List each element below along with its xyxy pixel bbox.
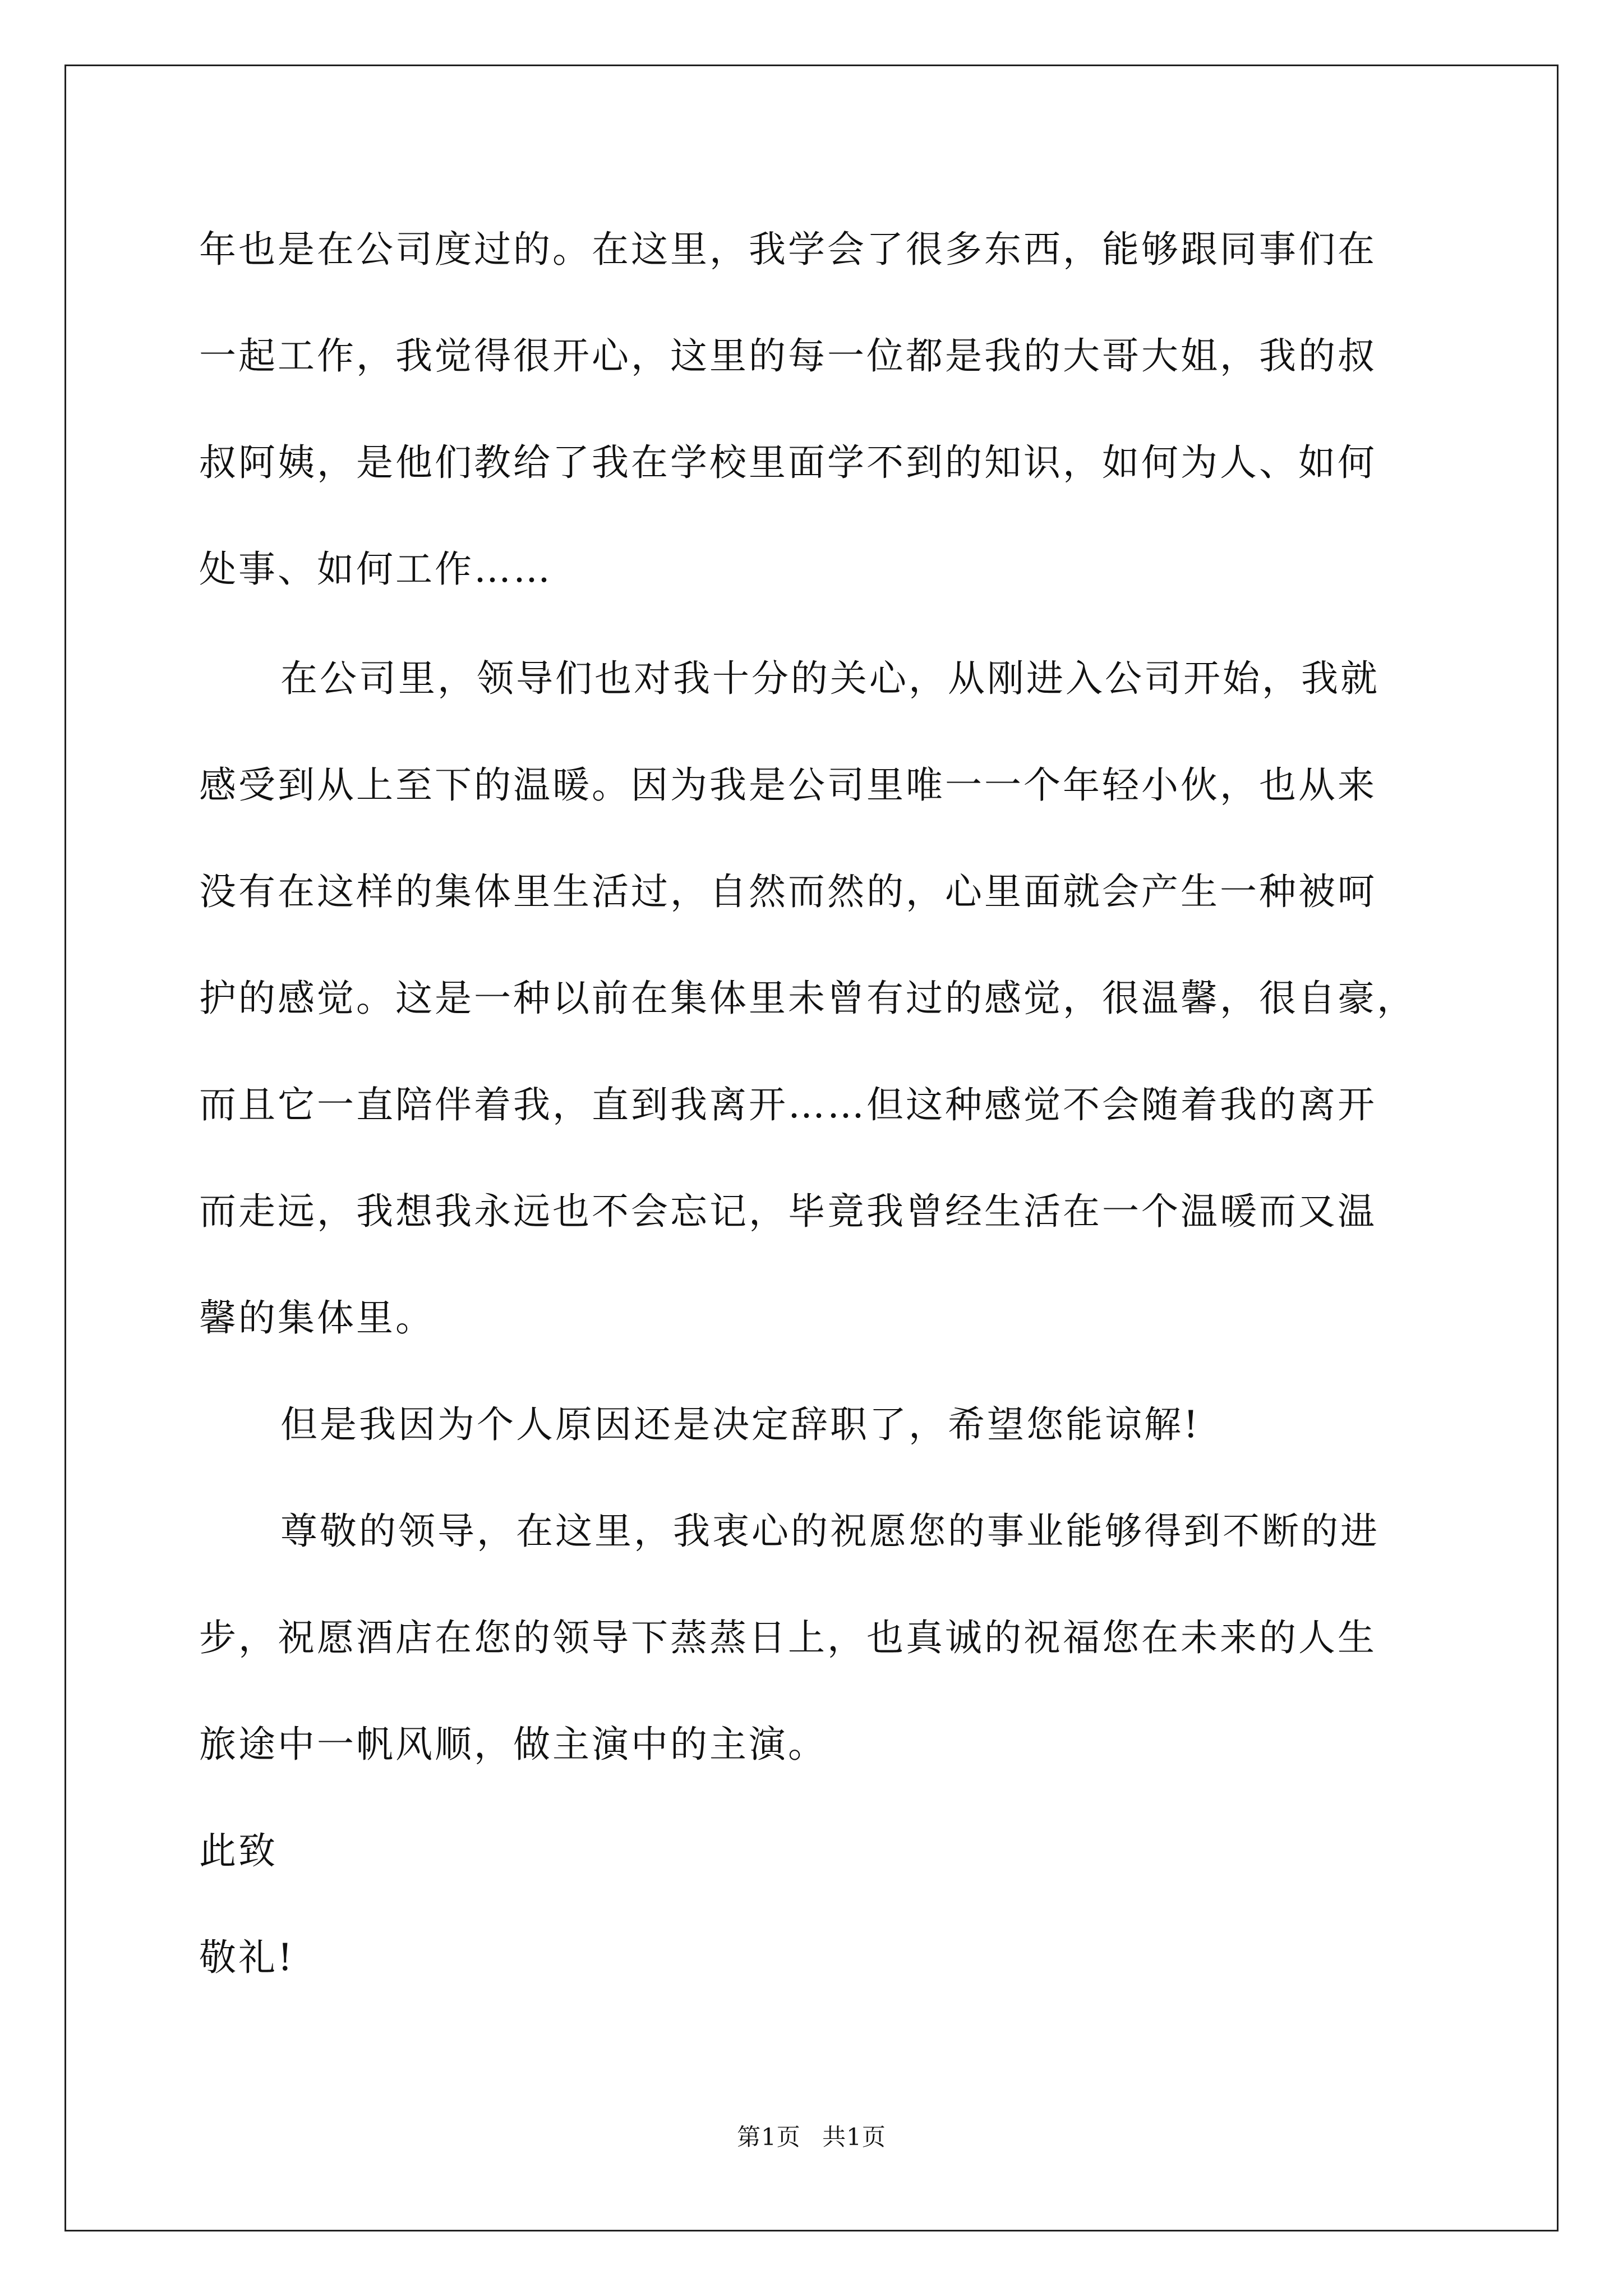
body-line-10: 而走远，我想我永远也不会忘记，毕竟我曾经生活在一个温暖而又温	[199, 1190, 1377, 1233]
page-total: 共1页	[822, 2123, 886, 2151]
page-number: 第1页	[737, 2123, 801, 2151]
body-line-11: 馨的集体里。	[199, 1296, 435, 1340]
body-line-13: 尊敬的领导，在这里，我衷心的祝愿您的事业能够得到不断的进	[280, 1510, 1380, 1553]
body-line-8: 护的感觉。这是一种以前在集体里未曾有过的感觉，很温馨，很自豪，	[199, 977, 1416, 1020]
body-line-4: 处事、如何工作……	[199, 547, 552, 591]
body-line-12: 但是我因为个人原因还是决定辞职了，希望您能谅解!	[280, 1403, 1201, 1446]
closing-regards: 敬礼!	[199, 1936, 295, 1979]
body-line-7: 没有在这样的集体里生活过，自然而然的，心里面就会产生一种被呵	[199, 870, 1377, 913]
body-line-15: 旅途中一帆风顺，做主演中的主演。	[199, 1723, 827, 1766]
body-line-9: 而且它一直陪伴着我，直到我离开……但这种感觉不会随着我的离开	[199, 1083, 1377, 1126]
body-line-3: 叔阿姨，是他们教给了我在学校里面学不到的知识，如何为人、如何	[199, 441, 1377, 484]
body-line-14: 步，祝愿酒店在您的领导下蒸蒸日上，也真诚的祝福您在未来的人生	[199, 1616, 1377, 1659]
closing-salutation: 此致	[199, 1829, 278, 1872]
page-border	[64, 65, 1559, 2231]
body-line-2: 一起工作，我觉得很开心，这里的每一位都是我的大哥大姐，我的叔	[199, 334, 1377, 378]
body-line-6: 感受到从上至下的温暖。因为我是公司里唯一一个年轻小伙，也从来	[199, 763, 1377, 807]
body-line-1: 年也是在公司度过的。在这里，我学会了很多东西，能够跟同事们在	[199, 228, 1377, 271]
body-line-5: 在公司里，领导们也对我十分的关心，从刚进入公司开始，我就	[280, 657, 1380, 700]
page-footer	[0, 2120, 1623, 2154]
